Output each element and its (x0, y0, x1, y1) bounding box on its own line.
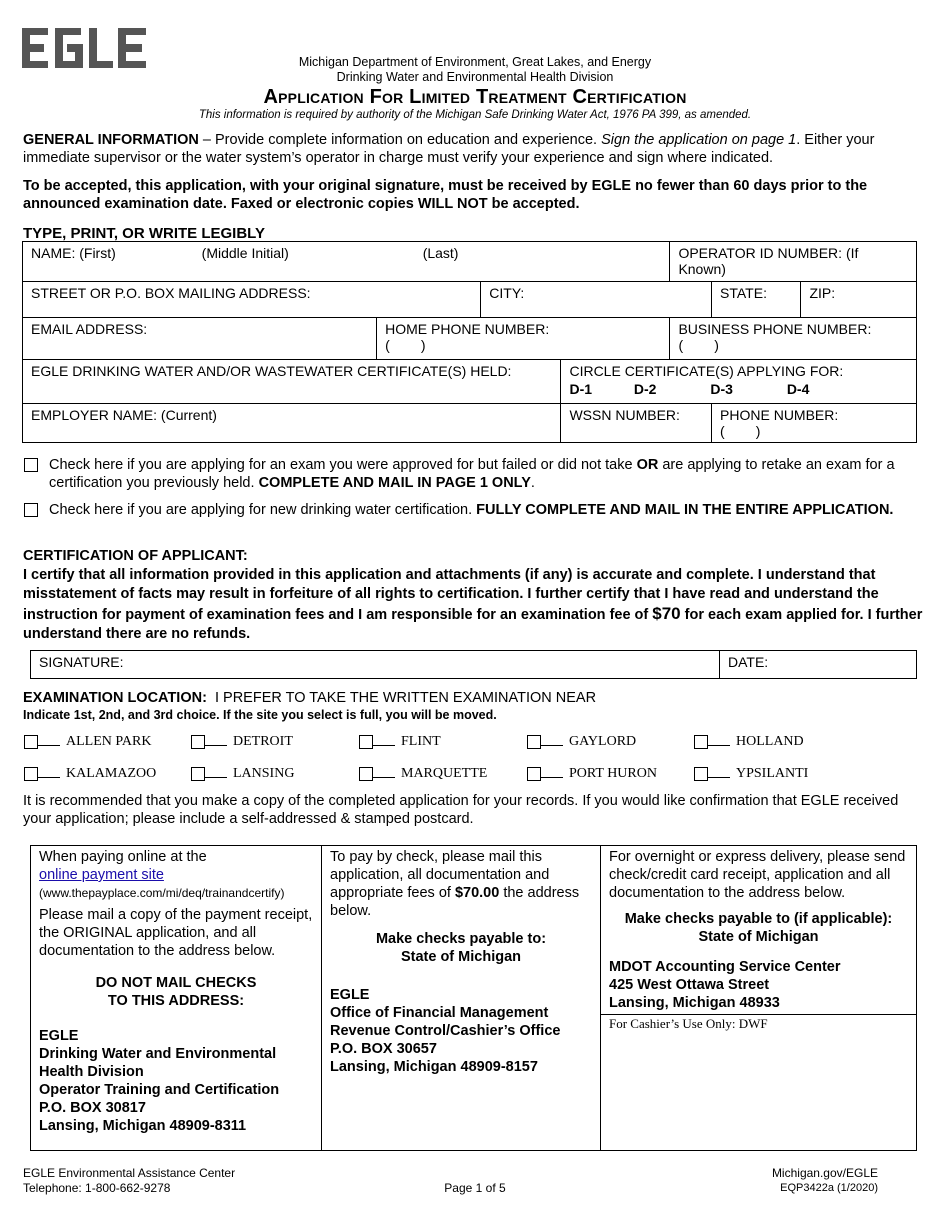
copy-note: It is recommended that you make a copy of the completed application for your records. If you would like confirmation that EGLE received your application; please include a self-addressed & stamped postcard. (23, 793, 899, 827)
employer-phone-paren: ( ) (720, 423, 761, 439)
exam-location-option[interactable] (359, 765, 487, 782)
payment-overnight-column (601, 846, 917, 1151)
exam-location-checkbox[interactable] (24, 735, 38, 749)
certs-held-field[interactable] (23, 360, 561, 404)
general-info-heading: GENERAL INFORMATION (23, 132, 199, 148)
exam-location-label: PORT HURON (569, 766, 657, 781)
email-label: EMAIL ADDRESS: (31, 321, 148, 337)
cert-option-d3[interactable]: D-3 (710, 381, 733, 397)
acceptance-notice: To be accepted, this application, with your original signature, must be received by EGLE no fewer than 60 days prior to the announced examination date. Faxed or electronic copies WILL NOT be accepted. (23, 178, 868, 212)
exam-location-label: YPSILANTI (736, 766, 809, 781)
do-not-mail-line1: DO NOT MAIL CHECKS (95, 975, 257, 991)
cert-option-d4[interactable]: D-4 (786, 381, 810, 397)
exam-location-instructions: Indicate 1st, 2nd, and 3rd choice. If the site you select is full, you will be moved. (23, 708, 497, 722)
check-address-line3: Revenue Control/Cashier’s Office (330, 1023, 561, 1039)
exam-location-label: FLINT (401, 734, 441, 749)
new-cert-text: Check here if you are applying for new drinking water certification. (49, 502, 477, 518)
date-field[interactable] (720, 651, 917, 679)
business-phone-label: BUSINESS PHONE NUMBER: (678, 321, 872, 337)
general-info (23, 131, 923, 167)
name-field[interactable] (23, 242, 670, 282)
street-label: STREET OR P.O. BOX MAILING ADDRESS: (31, 285, 311, 301)
operator-id-label: OPERATOR ID NUMBER: (If Known) (678, 245, 859, 277)
exam-location-checkbox[interactable] (694, 735, 708, 749)
circle-certs-label: CIRCLE CERTIFICATE(S) APPLYING FOR: (569, 363, 844, 379)
check-text2: the address below. (330, 885, 580, 919)
email-field[interactable] (23, 318, 377, 360)
certification-text1: I certify that all information provided in this application and attachments (if any) is accurate and complete. I understand that misstatement of facts may result in forfeiture of all rights to certification. I further certify that I have read and understand the instruction for payment of examination fees and I am responsible for an examination fee of (23, 567, 879, 623)
certification-text2: for each exam applied for. I further understand there are no refunds. (23, 607, 923, 642)
zip-field[interactable] (801, 282, 917, 318)
overnight-address (609, 958, 908, 1012)
agency-line1: Michigan Department of Environment, Great Lakes, and Energy (298, 55, 652, 69)
online-address-line3: Operator Training and Certification (39, 1082, 280, 1098)
rank-line[interactable] (708, 733, 730, 746)
exam-location-checkbox[interactable] (527, 735, 541, 749)
state-field[interactable] (712, 282, 801, 318)
general-info-text1: – Provide complete information on education and experience. (198, 132, 602, 148)
form-number: EQP3422a (1/2020) (780, 1182, 878, 1194)
circle-certs-field[interactable] (561, 360, 917, 404)
exam-location-checkbox[interactable] (191, 767, 205, 781)
check-address-line1: EGLE (330, 987, 370, 1003)
cert-option-d2[interactable]: D-2 (633, 381, 657, 397)
footer-website[interactable]: Michigan.gov/EGLE (771, 1166, 878, 1180)
exam-location-label: KALAMAZOO (66, 766, 157, 781)
check-address-line4: P.O. BOX 30657 (330, 1041, 437, 1057)
rank-line[interactable] (541, 733, 563, 746)
exam-location-checkbox[interactable] (359, 735, 373, 749)
employer-phone-label: PHONE NUMBER: (720, 407, 839, 423)
state-label: STATE: (720, 285, 767, 301)
exam-location-label: DETROIT (233, 734, 293, 749)
exam-location-heading: EXAMINATION LOCATION: (23, 690, 207, 706)
retake-bold: COMPLETE AND MAIL IN PAGE 1 ONLY (258, 475, 531, 491)
rank-line[interactable] (541, 765, 563, 778)
do-not-mail-line2: TO THIS ADDRESS: (107, 993, 245, 1009)
agency-name (0, 55, 950, 85)
exam-location-label: LANSING (233, 766, 295, 781)
rank-line[interactable] (373, 733, 395, 746)
online-address-line5: Lansing, Michigan 48909-8311 (39, 1118, 247, 1134)
agency-line2: Drinking Water and Environmental Health Division (336, 70, 614, 84)
check-address (330, 986, 592, 1076)
overnight-payable (609, 910, 908, 946)
zip-label: ZIP: (809, 285, 836, 301)
exam-location-option[interactable] (24, 765, 156, 782)
wssn-label: WSSN NUMBER: (569, 407, 680, 423)
page-number: Page 1 of 5 (444, 1181, 506, 1195)
exam-location-checkbox[interactable] (24, 767, 38, 781)
check-address-line2: Office of Financial Management (330, 1005, 549, 1021)
retake-text2: are applying to retake an exam for a certification you previously held. (49, 457, 895, 491)
rank-line[interactable] (38, 733, 60, 746)
online-mail-text: Please mail a copy of the payment receipt, the ORIGINAL application, and all documentation to the address below. (39, 907, 313, 959)
online-address-line2: Drinking Water and Environmental Health Division (39, 1046, 277, 1080)
overnight-address-line3: Lansing, Michigan 48933 (609, 995, 780, 1011)
city-field[interactable] (481, 282, 712, 318)
retake-or: OR (636, 457, 659, 473)
check-fee: $70.00 (454, 885, 500, 901)
certs-held-label: EGLE DRINKING WATER AND/OR WASTEWATER CERTIFICATE(S) HELD: (31, 363, 512, 379)
home-phone-field[interactable] (377, 318, 670, 360)
online-address-line4: P.O. BOX 30817 (39, 1100, 146, 1116)
exam-location-text: I PREFER TO TAKE THE WRITTEN EXAMINATION NEAR (206, 690, 597, 706)
exam-location-option[interactable] (527, 765, 657, 782)
exam-location-label: GAYLORD (569, 734, 637, 749)
exam-location-checkbox[interactable] (191, 735, 205, 749)
name-first-label: NAME: (First) (31, 245, 116, 261)
form-heading: TYPE, PRINT, OR WRITE LEGIBLY (23, 225, 265, 242)
name-middle-label: (Middle Initial) (201, 245, 289, 261)
new-cert-option (24, 501, 924, 519)
retake-text: Check here if you are applying for an exam you were approved for but failed or did not take (49, 457, 637, 473)
exam-location-checkbox[interactable] (359, 767, 373, 781)
page-title: Application For Limited Treatment Certification (263, 86, 687, 108)
rank-line[interactable] (373, 765, 395, 778)
signature-field[interactable] (31, 651, 720, 679)
employer-field[interactable] (23, 404, 561, 443)
online-payment-url: (www.thepayplace.com/mi/deq/trainandcertify) (39, 886, 285, 900)
payment-table (30, 845, 917, 1151)
street-field[interactable] (23, 282, 481, 318)
certification-fee: $70 (652, 604, 681, 623)
footer-right (772, 1166, 878, 1196)
footer-telephone: Telephone: 1-800-662-9278 (23, 1181, 171, 1195)
employer-phone-field[interactable] (712, 404, 917, 443)
exam-location-checkbox[interactable] (694, 767, 708, 781)
online-address-line1: EGLE (39, 1028, 79, 1044)
operator-id-field[interactable] (670, 242, 917, 282)
certification-text (23, 566, 923, 644)
general-info-text2: . Either your immediate supervisor or the water system’s operator in charge must verify your experience and sign where indicated. (23, 132, 875, 166)
online-intro: When paying online at the (39, 849, 207, 865)
exam-location-label: HOLLAND (736, 734, 804, 749)
check-address-line5: Lansing, Michigan 48909-8157 (330, 1059, 538, 1075)
exam-location-label: ALLEN PARK (66, 734, 152, 749)
cashier-use-field: For Cashier’s Use Only: DWF (601, 1014, 916, 1033)
retake-checkbox[interactable] (24, 458, 38, 472)
exam-location-option[interactable] (694, 733, 804, 750)
business-phone-paren: ( ) (678, 337, 719, 353)
applicant-info-table (22, 241, 917, 443)
authority-note: This information is required by authority of the Michigan Safe Drinking Water Act, 1976 PA 399, as amended. (198, 109, 752, 121)
exam-location-option[interactable] (359, 733, 441, 750)
home-phone-label: HOME PHONE NUMBER: (385, 321, 550, 337)
exam-location-option[interactable] (191, 765, 294, 782)
overnight-text: For overnight or express delivery, please send check/credit card receipt, application and all documentation to the address below. (609, 849, 906, 901)
certification-heading: CERTIFICATION OF APPLICANT: (23, 548, 248, 564)
wssn-field[interactable] (561, 404, 712, 443)
rank-line[interactable] (38, 765, 60, 778)
cert-option-d1[interactable]: D-1 (569, 381, 593, 397)
name-last-label: (Last) (422, 245, 459, 261)
rank-line[interactable] (205, 765, 227, 778)
payment-online-column (31, 846, 322, 1151)
date-label: DATE: (728, 654, 769, 670)
exam-location-heading-row (23, 690, 596, 706)
retake-option: Check here if you are applying for an exam you were approved for but failed or did not take OR are applying to retake an exam for a certification you previously held. COMPLETE AND MAIL IN PAGE 1 ONLY. (24, 456, 924, 492)
exam-location-option[interactable] (191, 733, 293, 750)
rank-line[interactable] (205, 733, 227, 746)
exam-location-checkbox[interactable] (527, 767, 541, 781)
overnight-payable-line1: Make checks payable to (if applicable): (624, 911, 893, 927)
check-text1: To pay by check, please mail this application, all documentation and appropriate fees of (330, 849, 550, 901)
overnight-address-line1: MDOT Accounting Service Center (609, 959, 841, 975)
exam-location-option[interactable] (527, 733, 636, 750)
exam-location-option[interactable] (24, 733, 151, 750)
payment-check-column (322, 846, 601, 1151)
overnight-payable-line2: State of Michigan (698, 929, 819, 945)
check-payable-line1: Make checks payable to: (375, 931, 547, 947)
new-cert-bold: FULLY COMPLETE AND MAIL IN THE ENTIRE APPLICATION. (476, 502, 894, 518)
business-phone-field[interactable] (670, 318, 917, 360)
signature-table (30, 650, 917, 679)
city-label: CITY: (489, 285, 525, 301)
do-not-mail-warning (39, 974, 313, 1010)
general-info-italic: Sign the application on page 1 (601, 132, 797, 148)
rank-line[interactable] (708, 765, 730, 778)
exam-location-option[interactable] (694, 765, 808, 782)
employer-label: EMPLOYER NAME: (Current) (31, 407, 217, 423)
online-address (39, 1027, 313, 1135)
online-payment-link[interactable]: online payment site (39, 867, 164, 883)
check-payable-line2: State of Michigan (400, 949, 522, 965)
exam-location-label: MARQUETTE (401, 766, 488, 781)
new-cert-checkbox[interactable] (24, 503, 38, 517)
check-payable (330, 930, 592, 966)
overnight-address-line2: 425 West Ottawa Street (609, 977, 770, 993)
footer-center-name: EGLE Environmental Assistance Center (23, 1166, 236, 1180)
home-phone-paren: ( ) (385, 337, 426, 353)
signature-label: SIGNATURE: (39, 654, 124, 670)
